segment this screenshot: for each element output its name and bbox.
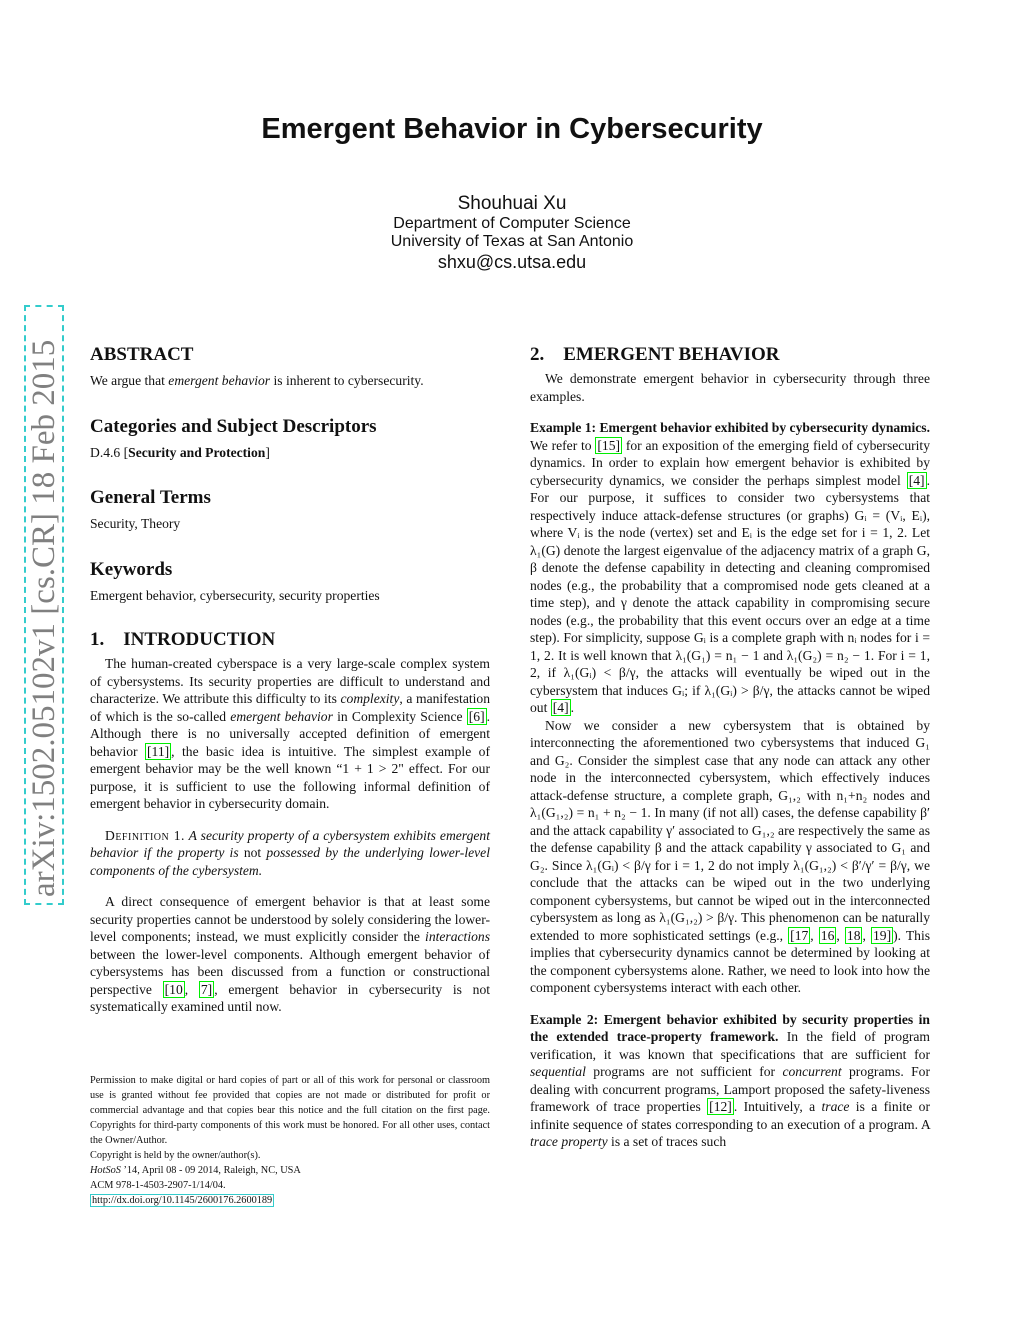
abstract-emphasis: emergent behavior (168, 373, 271, 388)
copyright-line: Copyright is held by the owner/author(s). (90, 1150, 261, 1161)
text-run: . Intuitively, a (733, 1099, 822, 1114)
citation-link[interactable]: [11] (147, 743, 170, 759)
general-terms-heading: General Terms (90, 487, 211, 508)
citation-link[interactable]: [15] (597, 437, 621, 453)
category-name: Security and Protection (128, 444, 266, 460)
example-2 (530, 1011, 930, 1151)
text-run: is a finite or infinite sequence of states corresponding to an execution of a program. A (530, 1099, 930, 1132)
abstract-text-part: is inherent to cybersecurity. (270, 373, 424, 388)
arxiv-identifier[interactable]: arXiv:1502.05102v1 [cs.CR] 18 Feb 2015 (24, 305, 64, 905)
text-run: , (184, 981, 199, 997)
intro-paragraph-1 (90, 655, 490, 813)
left-column (90, 343, 490, 1016)
author-email: shxu@cs.utsa.edu (437, 252, 587, 272)
venue-line (90, 1163, 490, 1178)
citation-link[interactable]: 19] (872, 927, 892, 943)
text-run: , emergent behavior in cybersecurity is not systematically examined until now. (90, 981, 491, 1014)
keywords-text: Emergent behavior, cybersecurity, security properties (90, 587, 380, 603)
category-close: ] (265, 444, 270, 460)
citation-link[interactable]: [4] (552, 700, 569, 715)
page-title: Emergent Behavior in Cybersecurity (261, 113, 763, 145)
text-run: We refer to (530, 437, 596, 453)
intro-paragraph-2 (90, 893, 490, 1016)
citation-link[interactable]: 16 (820, 927, 835, 943)
definition-not: not (243, 845, 262, 860)
citation-link[interactable]: 7] (200, 981, 213, 997)
venue-name: HotSoS (90, 1165, 121, 1176)
text-run: . Although there is no universally accepted definition of emergent behavior (90, 708, 491, 759)
emphasis: sequential (530, 1064, 586, 1079)
acm-line: ACM 978-1-4503-2907-1/14/04. (90, 1180, 226, 1191)
example-1-continued (530, 717, 930, 997)
emphasis: trace property (530, 1134, 608, 1149)
citation-link[interactable]: 18 (846, 927, 861, 943)
definition-1 (90, 827, 490, 880)
definition-label: Definition 1. (105, 827, 185, 843)
text-run: The human-created cyberspace is a very large-scale complex system of cybersystems. Its security properties are difficult to understand and characterize. We attribute this difficulty to its (90, 656, 490, 706)
copyright-footnote (90, 1073, 490, 1208)
abstract-text (90, 372, 490, 390)
section2-intro: We demonstrate emergent behavior in cybersecurity through three examples. (530, 371, 930, 404)
emphasis: concurrent (782, 1064, 842, 1079)
text-run: in Complexity Science (332, 708, 467, 724)
text-run: programs are not sufficient for (585, 1064, 783, 1079)
example-1-title: Example 1: Emergent behavior exhibited by cybersecurity dynamics. (530, 420, 930, 435)
citation-link[interactable]: [4] (908, 472, 925, 488)
citation-link[interactable]: [12] (709, 1099, 732, 1114)
text-run: . For our purpose, it suffices to consider two cybersystems that respectively induce attack-defense structures (or graphs) Gᵢ = (Vᵢ, Eᵢ), where Vᵢ is the node (vertex) set and Eᵢ is the edge set for i = 1, 2. Let λ₁(G) denote the largest eigenvalue of the adjacency matrix of a graph G, β denote the defense capability in detecting and cleaning compromised nodes (e.g., the probability that a compromised node gets cleaned at a time step), and γ denote the attack capability in compromising secure nodes (e.g., the probability that this event occurs over an edge at a time step). For simplicity, suppose Gᵢ is a complete graph with nᵢ nodes for i = 1, 2. It is well known that λ₁(G₁) = n₁ − 1 and λ₁(G₂) = n₂ − 1. For i = 1, 2, if λ₁(Gᵢ) < β/γ, the attacks will eventually be wiped out in the cybersystem that induces Gᵢ; if λ₁(Gᵢ) > β/γ, the attacks cannot be wiped out (530, 472, 930, 715)
text-run: , a manifestation of which is the so-called (90, 691, 490, 724)
text-run: , (810, 927, 819, 943)
doi-link[interactable]: http://dx.doi.org/10.1145/2600176.2600189 (92, 1195, 273, 1206)
citation-link[interactable]: [6] (468, 708, 485, 724)
abstract-heading: ABSTRACT (90, 344, 194, 365)
emergent-behavior-heading: 2. EMERGENT BEHAVIOR (530, 344, 780, 365)
text-run: , the basic idea is intuitive. The simplest example of emergent behavior may be the well known “1 + 1 > 2" effect. For our purpose, it is sufficient to use the following informal definition of emergent behavior in cybersecurity domain. (90, 743, 490, 811)
example-1 (530, 419, 930, 717)
permission-notice: Permission to make digital or hard copies of part or all of this work for personal or classroom use is granted without fee provided that copies are not made or distributed for profit or commercial advantage and that copies bear this notice and the full citation on the first page. Copyrights for third-party components of this work must be honored. For all other uses, contact the Owner/Author. (90, 1075, 490, 1146)
text-run: . (570, 700, 575, 715)
emphasis: complexity (340, 691, 400, 706)
categories-text (90, 444, 490, 462)
introduction-heading: 1. INTRODUCTION (90, 629, 276, 650)
author-name: Shouhuai Xu (457, 193, 567, 214)
author-block (0, 192, 1024, 273)
author-university: University of Texas at San Antonio (390, 233, 634, 250)
definition-text: possessed by the underlying lower-level components of the cybersystem. (90, 845, 490, 878)
emphasis: trace (821, 1099, 850, 1114)
text-run: Now we consider a new cybersystem that is obtained by interconnecting the aforementioned two cybersystems that induced G₁ and G₂. Consider the simplest case that any node can attack any other node in the interconnected cybersystem, which effectively induces attack-defense structure, a complete graph, G₁,₂ with n₁+n₂ nodes and λ₁(G₁,₂) = n₁ + n₂ − 1. In many (if not all) cases, the defense capability β′ and the attack capability γ′ associated to G₁,₂ are respectively the same as the defense capability β and the attack capability γ associated to G₁ and G₂. Since λ₁(Gᵢ) < β/γ for i = 1, 2 do not imply λ₁(G₁,₂) < β′/γ′ = β/γ, we conclude that the attacks can be wiped out in the two underlying component cybersystems, but cannot be wiped out in the interconnected cybersystem as long as λ₁(G₁,₂) > β/γ. This phenomenon can be naturally extended to more sophisticated settings (e.g., (530, 717, 930, 943)
author-department: Department of Computer Science (393, 215, 631, 232)
keywords-heading: Keywords (90, 558, 173, 580)
abstract-text-part: We argue that (90, 373, 169, 388)
emphasis: interactions (425, 929, 490, 944)
text-run: for an exposition of the emerging field of cybersecurity dynamics. In order to explain how emergent behavior is exhibited by cybersecurity dynamics, we consider the perhaps simplest model (530, 437, 930, 488)
text-run: programs. For dealing with concurrent programs, Lamport proposed the safety-liveness framework of trace properties (530, 1064, 931, 1114)
text-run: ). This implies that cybersecurity dynamics cannot be determined by looking at the component cybersystems alone. Rather, we need to look into how the component cybersystems interact with each other. (530, 927, 931, 995)
text-run: , (836, 927, 845, 943)
text-run: In the field of program verification, it was known that specifications that are sufficient for (530, 1029, 930, 1062)
text-run: A direct consequence of emergent behavior is that at least some security properties cannot be understood by solely considering the lower-level components; instead, we must explicitly consider the (90, 894, 490, 944)
citation-link[interactable]: [10 (164, 981, 183, 997)
text-run: , (862, 927, 871, 943)
example-2-title: Example 2: Emergent behavior exhibited by security properties in the extended trace-property framework. (530, 1011, 930, 1044)
right-column (530, 343, 930, 1151)
categories-heading: Categories and Subject Descriptors (90, 415, 377, 437)
category-code: D.4.6 [ (90, 444, 129, 460)
emphasis: emergent behavior (230, 708, 333, 724)
venue-details: ’14, April 08 - 09 2014, Raleigh, NC, USA (120, 1165, 301, 1176)
text-run: between the lower-level components. Although emergent behavior of cybersystems has been discussed from a function or constructional perspective (90, 946, 490, 997)
general-terms-text: Security, Theory (90, 516, 181, 531)
citation-link[interactable]: [17 (790, 927, 809, 943)
text-run: is a set of traces such (607, 1134, 727, 1149)
definition-text: A security property of a cybersystem exhibits emergent behavior if the property is (90, 827, 490, 860)
